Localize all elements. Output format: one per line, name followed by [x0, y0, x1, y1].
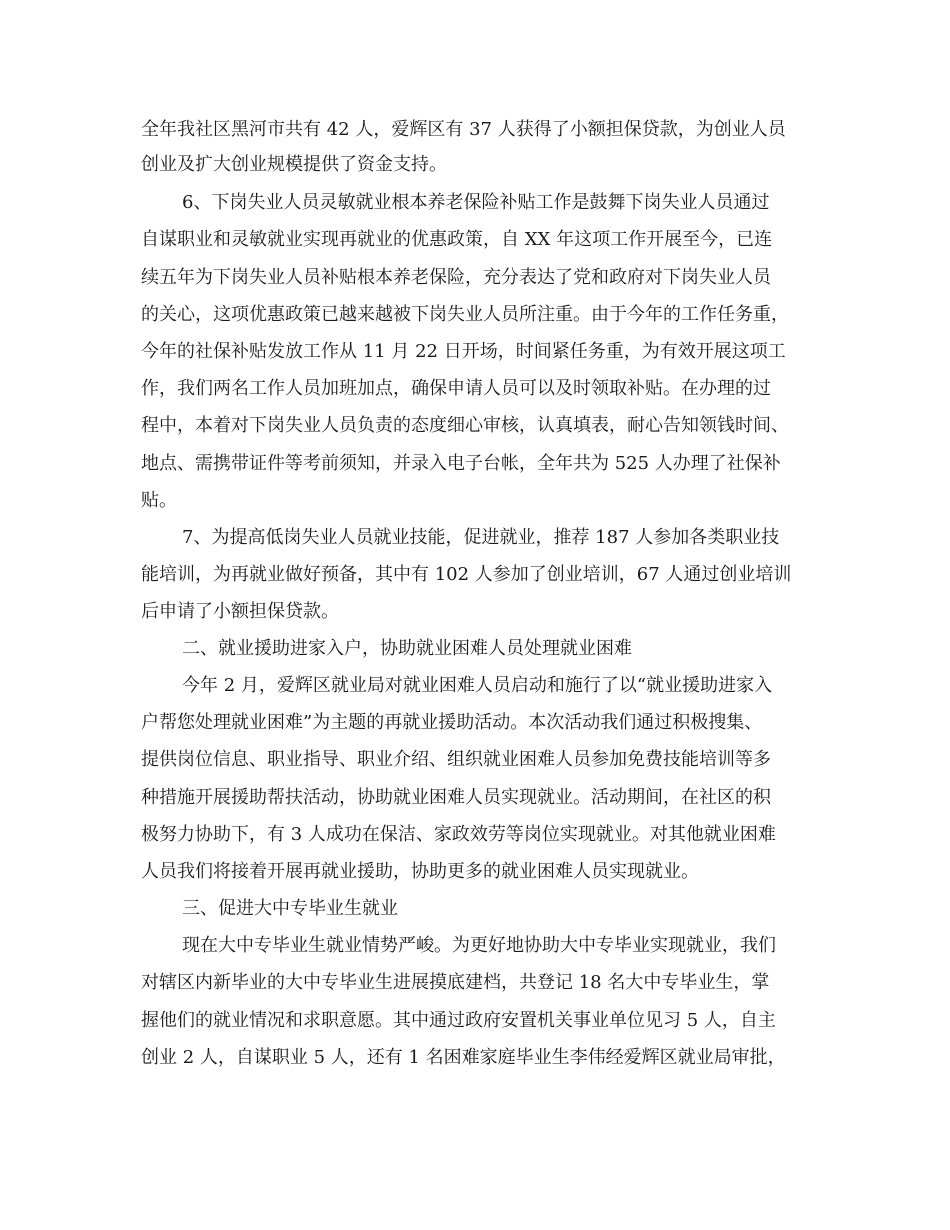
text-line: 创业 2 人，自谋职业 5 人，还有 1 名困难家庭毕业生李伟经爱辉区就业局审批， [141, 1047, 786, 1068]
text-line: 程中，本着对下岗失业人员负责的态度细心审核，认真填表，耐心告知领钱时间、 [141, 415, 789, 436]
text-line: 现在大中专毕业生就业情势严峻。为更好地协助大中专毕业实现就业，我们 [182, 935, 776, 956]
text-line: 握他们的就业情况和求职意愿。其中通过政府安置机关事业单位见习 5 人，自主 [141, 1010, 776, 1031]
section-heading: 二、就业援助进家入户，协助就业困难人员处理就业困难 [182, 638, 632, 659]
text-line: 的关心，这项优惠政策已越来越被下岗失业人员所注重。由于今年的工作任务重， [141, 304, 789, 325]
text-line: 创业及扩大创业规模提供了资金支持。 [141, 154, 447, 175]
text-line: 后申请了小额担保贷款。 [141, 601, 339, 622]
text-line: 户帮您处理就业困难”为主题的再就业援助活动。本次活动我们通过积极搜集、 [141, 712, 763, 733]
text-line: 极努力协助下，有 3 人成功在保洁、家政效劳等岗位实现就业。对其他就业困难 [141, 824, 776, 845]
text-line: 全年我社区黑河市共有 42 人，爱辉区有 37 人获得了小额担保贷款，为创业人员 [141, 119, 786, 140]
text-line: 地点、需携带证件等考前须知，并录入电子台帐，全年共为 525 人办理了社保补 [141, 453, 781, 474]
text-line: 对辖区内新毕业的大中专毕业生进展摸底建档，共登记 18 名大中专毕业生，掌 [141, 972, 770, 993]
section-heading: 三、促进大中专毕业生就业 [182, 898, 398, 919]
text-line: 能培训，为再就业做好预备，其中有 102 人参加了创业培训，67 人通过创业培训 [141, 564, 792, 585]
text-line: 贴。 [141, 490, 177, 511]
text-line: 今年 2 月，爱辉区就业局对就业困难人员启动和施行了以“就业援助进家入 [182, 675, 773, 696]
text-line: 人员我们将接着开展再就业援助，协助更多的就业困难人员实现就业。 [141, 861, 699, 882]
text-line: 自谋职业和灵敏就业实现再就业的优惠政策，自 XX 年这项工作开展至今，已连 [141, 229, 773, 250]
text-line: 种措施开展援助帮扶活动，协助就业困难人员实现就业。活动期间，在社区的积 [141, 787, 771, 808]
text-line: 今年的社保补贴发放工作从 11 月 22 日开场，时间紧任务重，为有效开展这项工 [141, 341, 786, 362]
text-line: 续五年为下岗失业人员补贴根本养老保险，充分表达了党和政府对下岗失业人员 [141, 267, 771, 288]
text-line: 作，我们两名工作人员加班加点，确保申请人员可以及时领取补贴。在办理的过 [141, 378, 771, 399]
text-line: 7、为提高低岗失业人员就业技能，促进就业，推荐 187 人参加各类职业技 [182, 527, 780, 548]
text-line: 6、下岗失业人员灵敏就业根本养老保险补贴工作是鼓舞下岗失业人员通过 [182, 192, 770, 213]
text-line: 提供岗位信息、职业指导、职业介绍、组织就业困难人员参加免费技能培训等多 [141, 749, 771, 770]
